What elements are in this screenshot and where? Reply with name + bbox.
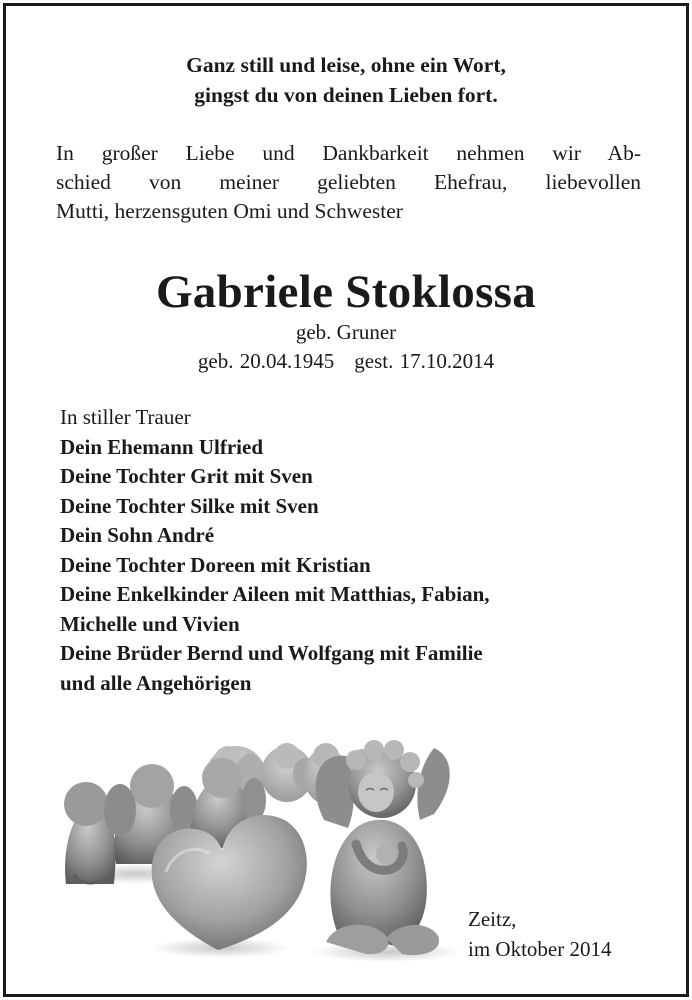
place-date: im Oktober 2014 bbox=[468, 937, 612, 961]
mourner-row: Deine Tochter Doreen mit Kristian bbox=[60, 552, 371, 577]
death-date: gest. 17.10.2014 bbox=[354, 349, 495, 373]
motto-line-1: Ganz still und leise, ohne ein Wort, bbox=[186, 53, 506, 77]
life-dates bbox=[6, 347, 686, 375]
deceased-name: Gabriele Stoklossa bbox=[155, 266, 537, 318]
mourner-row: Dein Ehemann Ulfried bbox=[60, 434, 264, 459]
place-city: Zeitz, bbox=[468, 907, 517, 931]
mourners-list bbox=[60, 403, 660, 698]
mourner-row: Deine Tochter Grit mit Sven bbox=[60, 464, 313, 488]
motto bbox=[6, 50, 686, 110]
mourner-row: und alle Angehörigen bbox=[60, 670, 252, 695]
birth-date: geb. 20.04.1945 bbox=[197, 349, 335, 373]
sitting-angel-figurine bbox=[311, 740, 461, 962]
angel-figurines-photo bbox=[56, 724, 461, 964]
intro-line-3: Mutti, herzensguten Omi und Schwester bbox=[56, 199, 403, 223]
motto-line-2: gingst du von deinen Lieben fort. bbox=[194, 83, 498, 107]
place-and-date bbox=[468, 904, 611, 964]
mourner-row: Deine Tochter Silke mit Sven bbox=[60, 493, 319, 518]
intro-line-1: In großer Liebe und Dankbarkeit nehmen wir Ab- bbox=[56, 141, 641, 165]
mourner-row: Dein Sohn André bbox=[60, 523, 215, 547]
maiden-name: geb. Gruner bbox=[295, 320, 397, 344]
intro-text bbox=[56, 139, 641, 226]
mourner-row: Michelle und Vivien bbox=[60, 611, 240, 636]
mourner-row: Deine Enkelkinder Aileen mit Matthias, Fabian, bbox=[60, 582, 490, 606]
mourner-row: Deine Brüder Bernd und Wolfgang mit Familie bbox=[60, 641, 483, 665]
stone-heart bbox=[151, 815, 307, 958]
mourners-lead: In stiller Trauer bbox=[60, 405, 191, 429]
obituary-frame bbox=[3, 3, 689, 997]
intro-line-2: schied von meiner geliebten Ehefrau, liebevollen bbox=[56, 170, 641, 194]
